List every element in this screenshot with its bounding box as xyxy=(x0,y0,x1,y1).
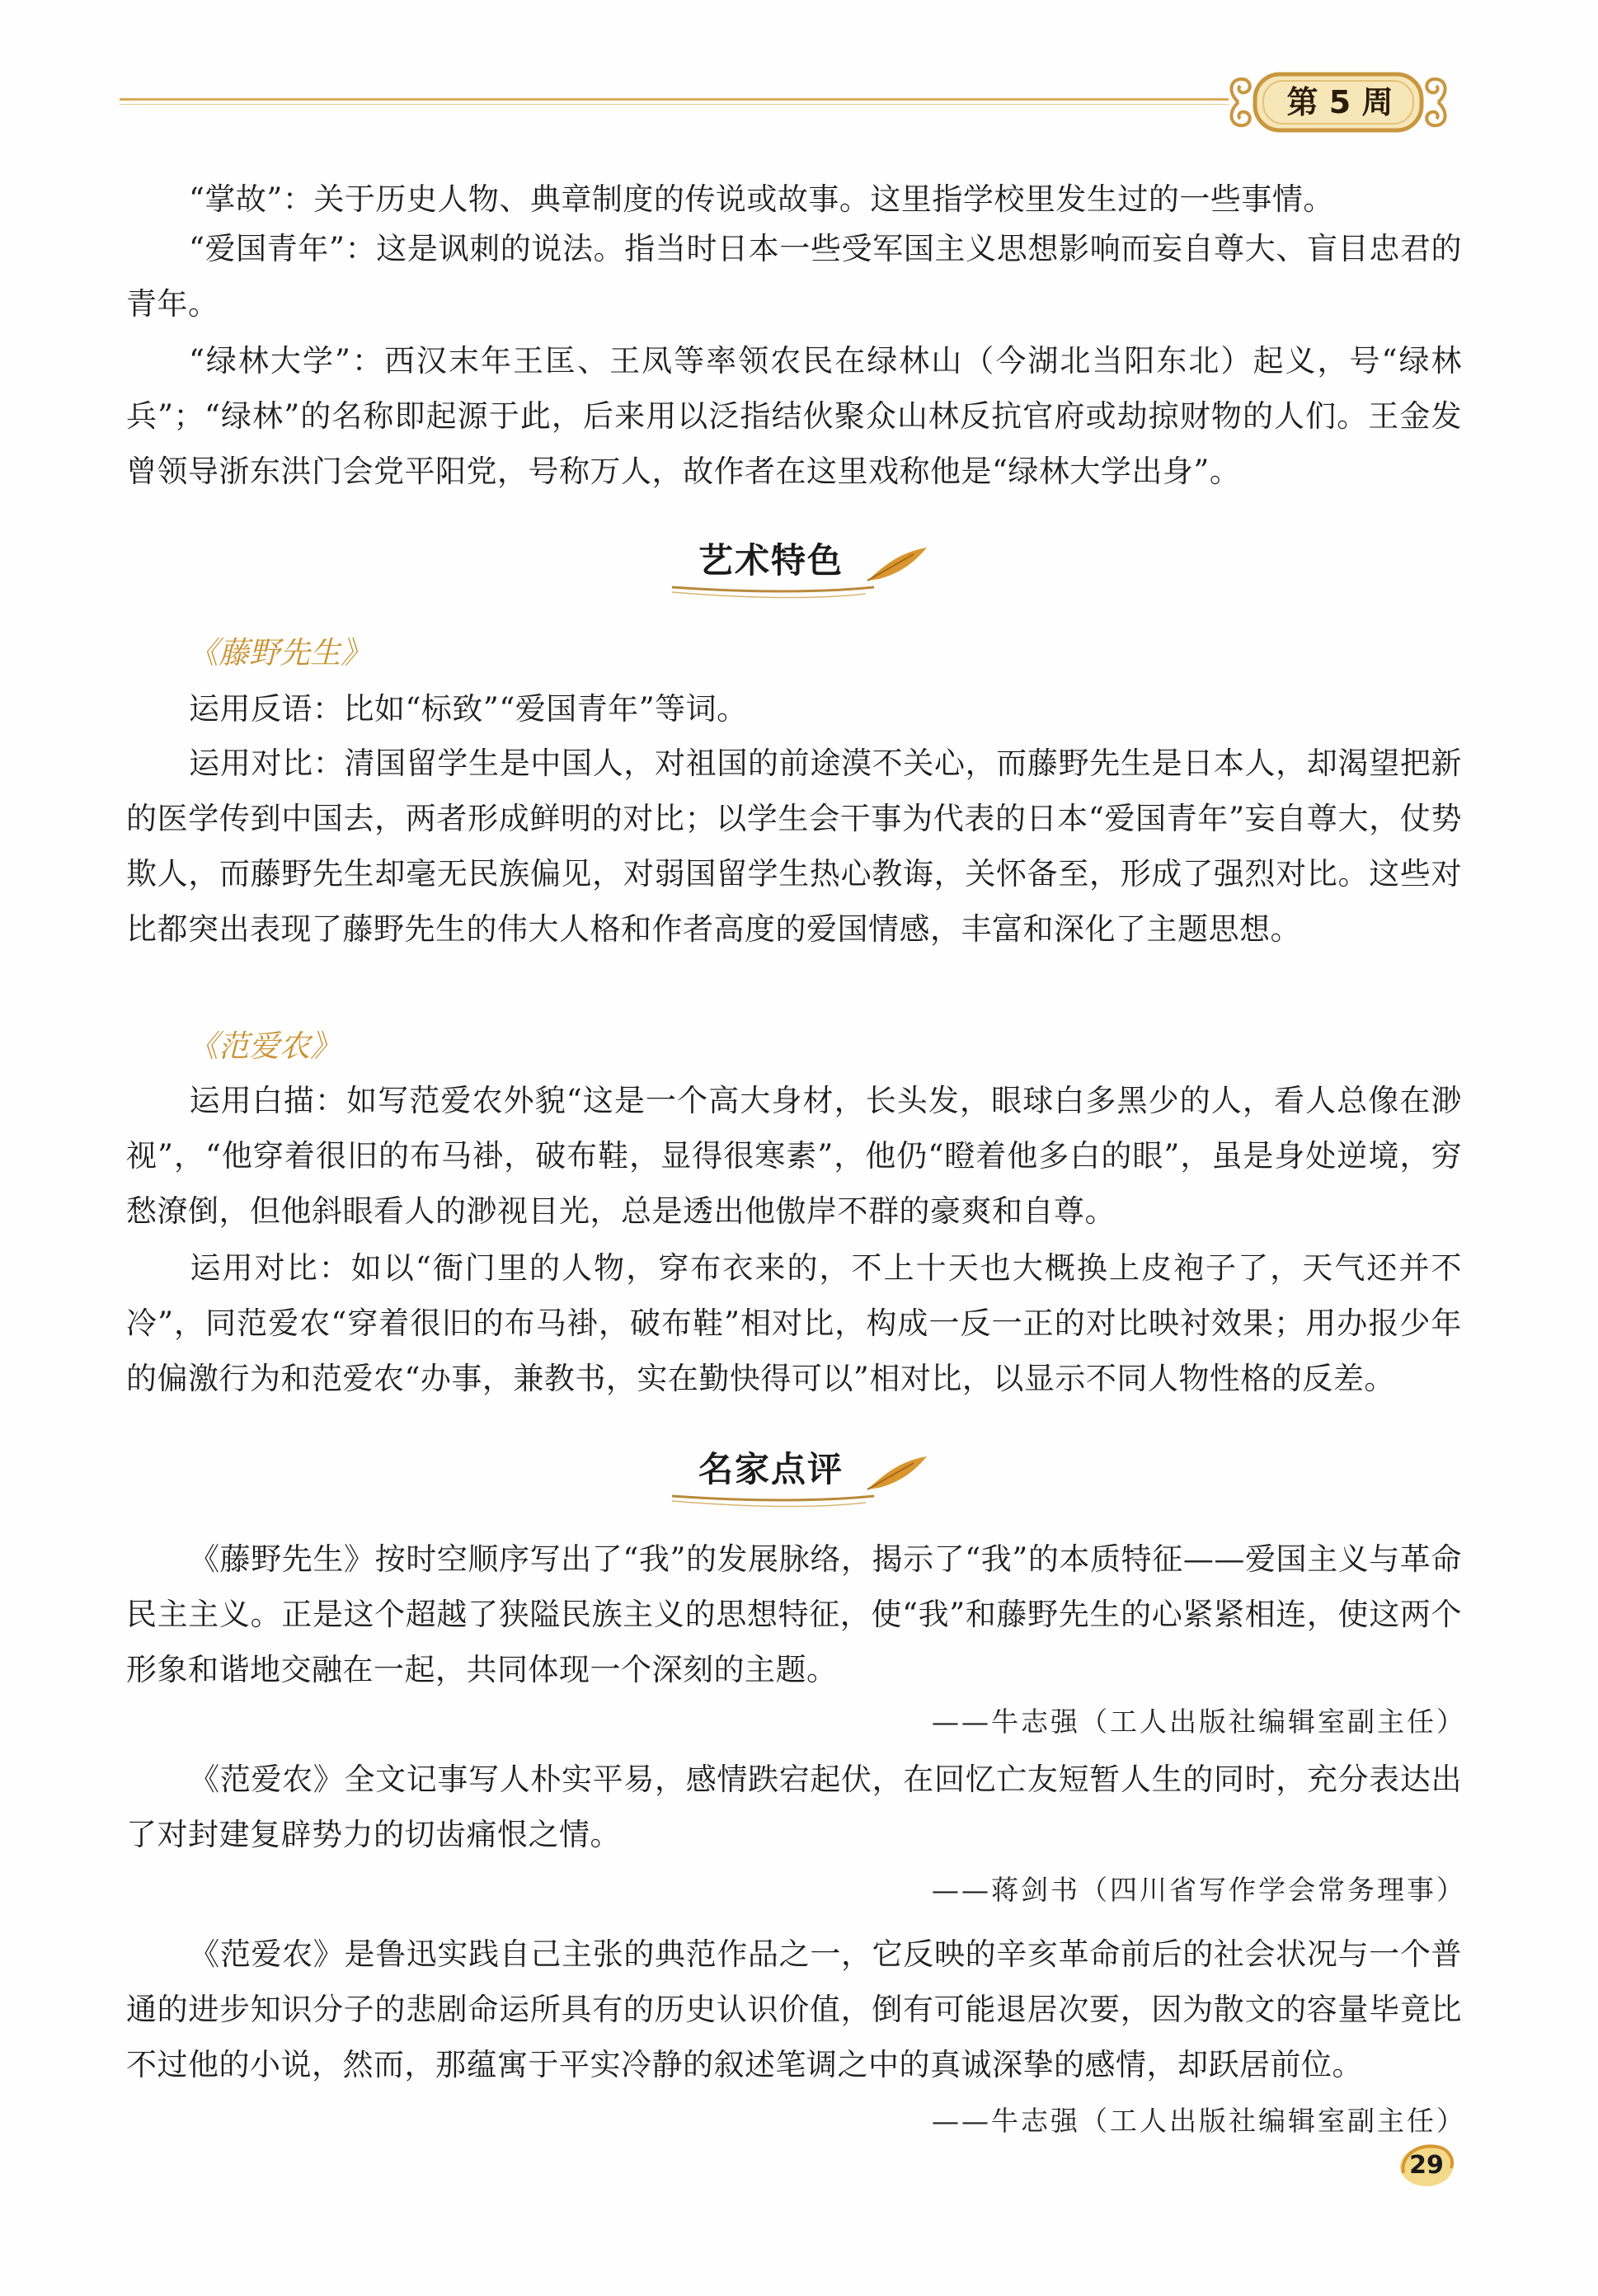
review-attribution: ——牛志强（工人出版社编辑室副主任） xyxy=(932,1706,1466,1738)
quill-pen-icon xyxy=(864,544,930,586)
sub-heading-fanainong: 《范爱农》 xyxy=(188,1028,341,1064)
page-number: 29 xyxy=(1409,2151,1444,2180)
review-paragraph: 《范爱农》是鲁迅实践自己主张的典范作品之一，它反映的辛亥革命前后的社会状况与一个普通的进步知识分子的悲剧命运所具有的历史认识价值，倒有可能退居次要，因为散文的容量毕竟比不过他的小说，然而，那蕴寓于平实冷静的叙述笔调之中的真诚深挚的感情，却跃居前位。 xyxy=(126,1936,1462,2082)
review-paragraph: 《范爱农》全文记事写人朴实平易，感情跌宕起伏，在回忆亡友短暂人生的同时，充分表达出了对封建复辟势力的切齿痛恨之情。 xyxy=(126,1762,1462,1852)
sub-heading-tengye: 《藤野先生》 xyxy=(188,635,371,670)
note-paragraph: “绿林大学”：西汉末年王匡、王凤等率领农民在绿林山（今湖北当阳东北）起义，号“绿林兵”；“绿林”的名称即起源于此，后来用以泛指结伙聚众山林反抗官府或劫掠财物的人们。王金发曾领导浙东洪门会党平阳党，号称万人，故作者在这里戏称他是“绿林大学出身”。 xyxy=(126,343,1462,489)
note-paragraph: “掌故”：关于历史人物、典章制度的传说或故事。这里指学校里发生过的一些事情。 xyxy=(189,181,1334,217)
section-heading-reviews: 名家点评 xyxy=(668,1445,932,1519)
review-attribution: ——牛志强（工人出版社编辑室副主任） xyxy=(932,2105,1466,2137)
section-heading-art: 艺术特色 xyxy=(668,536,932,610)
review-paragraph: 《藤野先生》按时空顺序写出了“我”的发展脉络，揭示了“我”的本质特征——爱国主义与革命民主主义。正是这个超越了狭隘民族主义的思想特征，使“我”和藤野先生的心紧紧相连，使这两个形象和谐地交融在一起，共同体现一个深刻的主题。 xyxy=(126,1541,1462,1687)
header-rule xyxy=(120,98,1229,101)
art-paragraph: 运用对比：清国留学生是中国人，对祖国的前途漠不关心，而藤野先生是日本人，却渴望把新的医学传到中国去，两者形成鲜明的对比；以学生会干事为代表的日本“爱国青年”妄自尊大，仗势欺人，而藤野先生却毫无民族偏见，对弱国留学生热心教诲，关怀备至，形成了强烈对比。这些对比都突出表现了藤野先生的伟大人格和作者高度的爱国情感，丰富和深化了主题思想。 xyxy=(126,746,1462,947)
week-label: 第 5 周 xyxy=(1286,84,1394,120)
art-paragraph: 运用白描：如写范爱农外貌“这是一个高大身材，长头发，眼球白多黑少的人，看人总像在渺视”，“他穿着很旧的布马褂，破布鞋，显得很寒素”，他仍“瞪着他多白的眼”，虽是身处逆境，穷愁潦倒，但他斜眼看人的渺视目光，总是透出他傲岸不群的豪爽和自尊。 xyxy=(126,1083,1462,1229)
art-paragraph: 运用反语：比如“标致”“爱国青年”等词。 xyxy=(189,691,748,727)
quill-pen-icon xyxy=(864,1453,930,1494)
review-attribution: ——蒋剑书（四川省写作学会常务理事） xyxy=(932,1874,1466,1906)
note-paragraph: “爱国青年”：这是讽刺的说法。指当时日本一些受军国主义思想影响而妄自尊大、盲目忠君的青年。 xyxy=(126,231,1462,322)
art-paragraph: 运用对比：如以“衙门里的人物，穿布衣来的，不上十天也大概换上皮袍子了，天气还并不冷”，同范爱农“穿着很旧的布马褂，破布鞋”相对比，构成一反一正的对比映衬效果；用办报少年的偏激行为和范爱农“办事，兼教书，实在勤快得可以”相对比，以显示不同人物性格的反差。 xyxy=(126,1250,1462,1396)
